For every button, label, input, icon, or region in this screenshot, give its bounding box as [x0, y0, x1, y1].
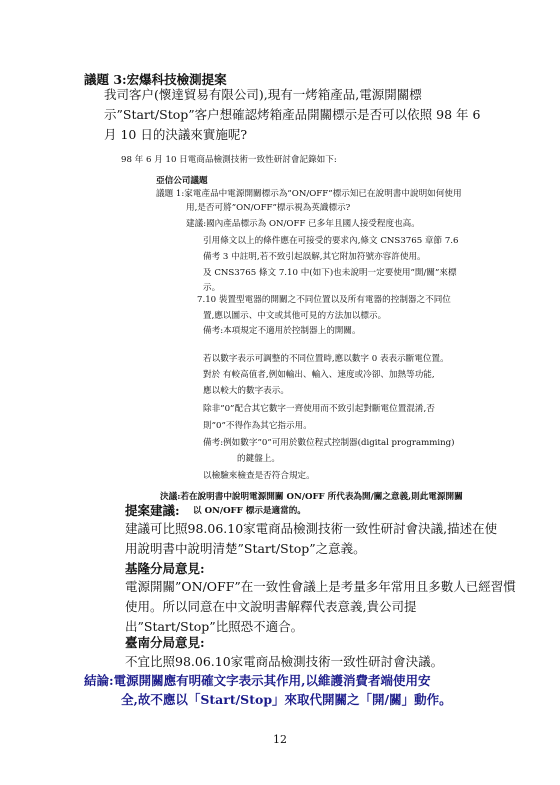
digits-line-8: 以檢驗來檢查是否符合規定。	[203, 471, 315, 481]
keelung-line-1: 電源開關”ON/OFF”在一致性會議上是考量多年常用且多數人已經習慣	[125, 579, 516, 594]
proposal-heading: 提案建議:	[125, 503, 180, 518]
topic1-line-2: 用,是否可將”ON/OFF”標示視為英識標示?	[186, 203, 351, 213]
digits-line-3: 應以較大的數字表示。	[203, 386, 289, 396]
tainan-line-1: 不宜比照98.06.10家電商品檢測技術一致性研討會決議。	[125, 654, 444, 669]
keelung-line-2: 使用。所以同意在中文說明書解釋代表意義,貴公司提	[125, 599, 417, 614]
clause710-line-1: 7.10 裝置型電器的開關之不同位置以及所有電器的控制器之不同位	[197, 295, 451, 305]
suggestion: 建議:國內產品標示為 ON/OFF 已多年且國人接受程度也高。	[186, 219, 420, 229]
digits-line-1: 若以數字表示可調整的不同位置時,應以數字 0 表表示斷電位置。	[203, 354, 449, 364]
request-line-1: 我司客户(懷達貿易有限公司),現有一烤箱產品,電源開關標	[104, 87, 422, 102]
indented-line-1: 引用條文以上的條件應在可接受的要求內,條文 CNS3765 章節 7.6	[203, 236, 459, 246]
topic1-line-1: 議題 1:家電產品中電源開關標示為”ON/OFF”標示知已在說明書中說明如何使用	[156, 189, 462, 199]
resolution-line-2: 以 ON/OFF 標示是適當的。	[193, 506, 306, 516]
indented-line-4: 示。	[203, 283, 221, 293]
digits-line-5: 則”0”不得作為其它指示用。	[203, 421, 312, 431]
proposal-line-2: 用說明書中說明清楚”Start/Stop”之意義。	[125, 541, 366, 556]
conclusion-line-2: 全,故不應以「Start/Stop」來取代開關之「開/關」動作。	[121, 692, 452, 707]
company-heading: 亞信公司議題	[156, 176, 208, 186]
digits-line-6: 備考:例如數字”0”可用於數位程式控制器(digital programming)	[203, 438, 455, 448]
request-line-2: 示”Start/Stop”客户想確認烤箱產品開關標示是否可以依照 98 年 6	[104, 107, 481, 122]
page-number: 12	[273, 733, 287, 746]
indented-line-2: 備考 3 中註明,若不致引起誤解,其它附加符號亦容許使用。	[203, 252, 426, 262]
issue-title: 議題 3:宏爆科技檢測提案	[84, 72, 227, 87]
meeting-intro: 98 年 6 月 10 日電商品檢測技術一致性研討會記錄如下:	[121, 155, 337, 165]
resolution-line-1: 決議:若在說明書中說明電源開關 ON/OFF 所代表為開/關之意義,則此電源開關	[160, 492, 463, 502]
proposal-line-1: 建議可比照98.06.10家電商品檢測技術一致性研討會決議,描述在使	[125, 521, 498, 536]
tainan-heading: 臺南分局意見:	[125, 635, 205, 650]
clause710-line-2: 置,應以圖示、中文或其他可見的方法加以標示。	[203, 311, 387, 321]
request-line-3: 月 10 日的決議來實施呢?	[104, 127, 248, 142]
clause710-line-3: 備考:本項規定不適用於控制器上的開關。	[203, 326, 361, 336]
indented-line-3: 及 CNS3765 條文 7.10 中(如下)也未說明一定要使用”開/關”來標	[203, 268, 457, 278]
digits-line-4: 除非”0”配合其它數字一齊使用而不致引起對斷電位置混淆,否	[203, 404, 435, 414]
digits-line-2: 對於 有較高值者,例如輸出、輸入、速度或冷卻、加熱等功能,	[203, 370, 435, 380]
keelung-line-3: 出”Start/Stop”比照恐不適合。	[125, 619, 304, 634]
conclusion-line-1: 結論:電源開關應有明確文字表示其作用,以維護消費者端使用安	[84, 673, 431, 688]
digits-line-7: 的鍵盤上。	[237, 454, 280, 464]
keelung-heading: 基隆分局意見:	[125, 561, 205, 576]
